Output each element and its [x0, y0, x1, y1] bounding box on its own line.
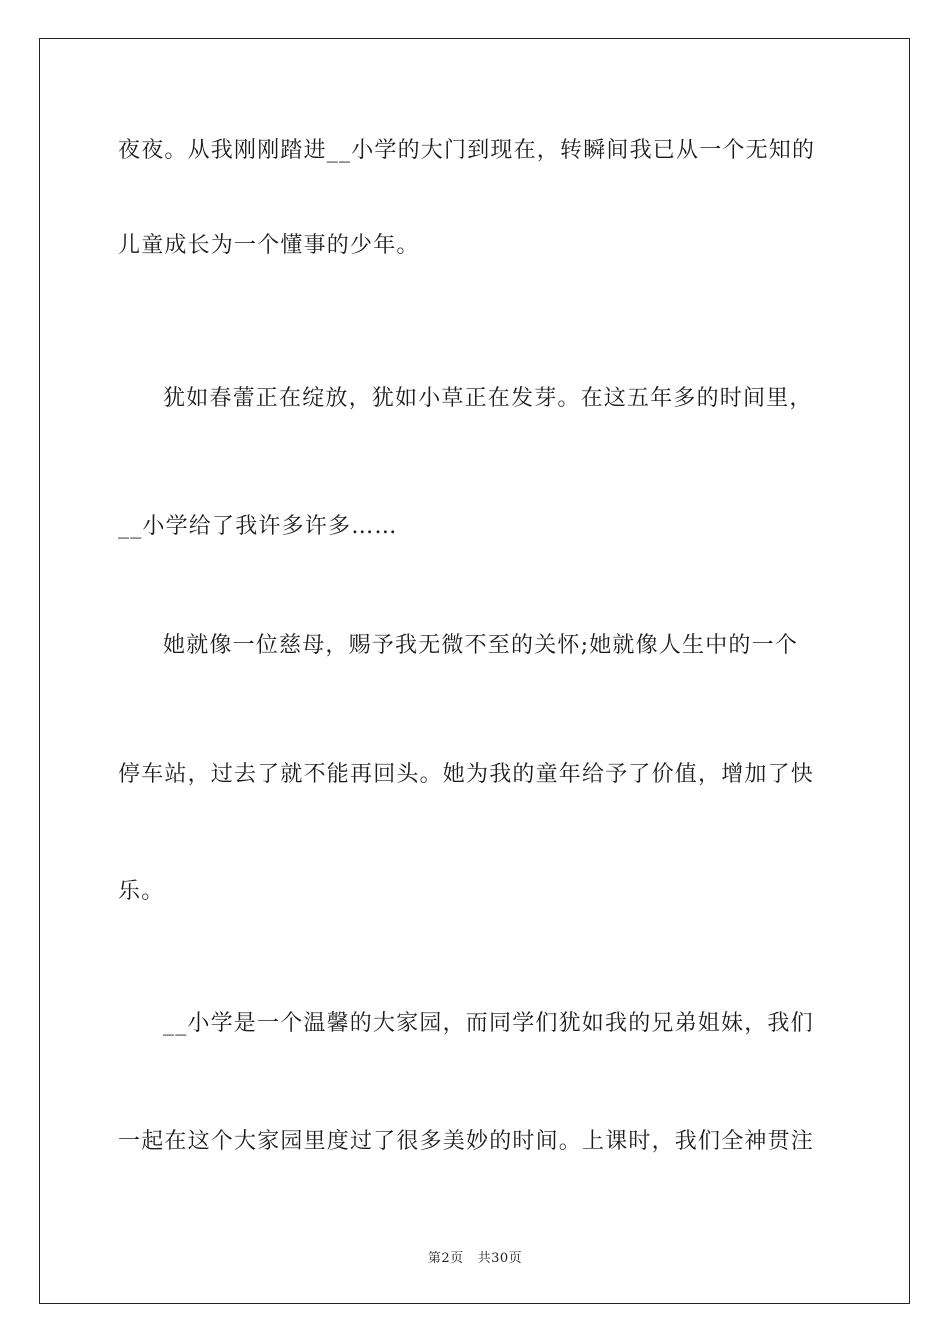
page-frame	[39, 38, 910, 1304]
text-line-1: 夜夜。从我刚刚踏进__小学的大门到现在，转瞬间我已从一个无知的	[118, 138, 816, 163]
text-line-6: 停车站，过去了就不能再回头。她为我的童年给予了价值，增加了快	[118, 762, 815, 787]
page-number: 第2页	[427, 1251, 464, 1266]
text-line-3: 犹如春蕾正在绽放，犹如小草正在发芽。在这五年多的时间里，	[163, 386, 813, 411]
page-footer	[0, 1247, 950, 1266]
text-line-5: 她就像一位慈母，赐予我无微不至的关怀;她就像人生中的一个	[163, 633, 799, 658]
text-line-7: 乐。	[118, 879, 165, 904]
text-line-2: 儿童成长为一个懂事的少年。	[118, 233, 420, 258]
page-total: 共30页	[477, 1251, 523, 1266]
text-line-9: 一起在这个大家园里度过了很多美妙的时间。上课时，我们全神贯注	[118, 1129, 815, 1154]
text-line-4: __小学给了我许多许多……	[118, 514, 398, 539]
text-line-8: __小学是一个温馨的大家园，而同学们犹如我的兄弟姐妹，我们	[163, 1011, 814, 1036]
